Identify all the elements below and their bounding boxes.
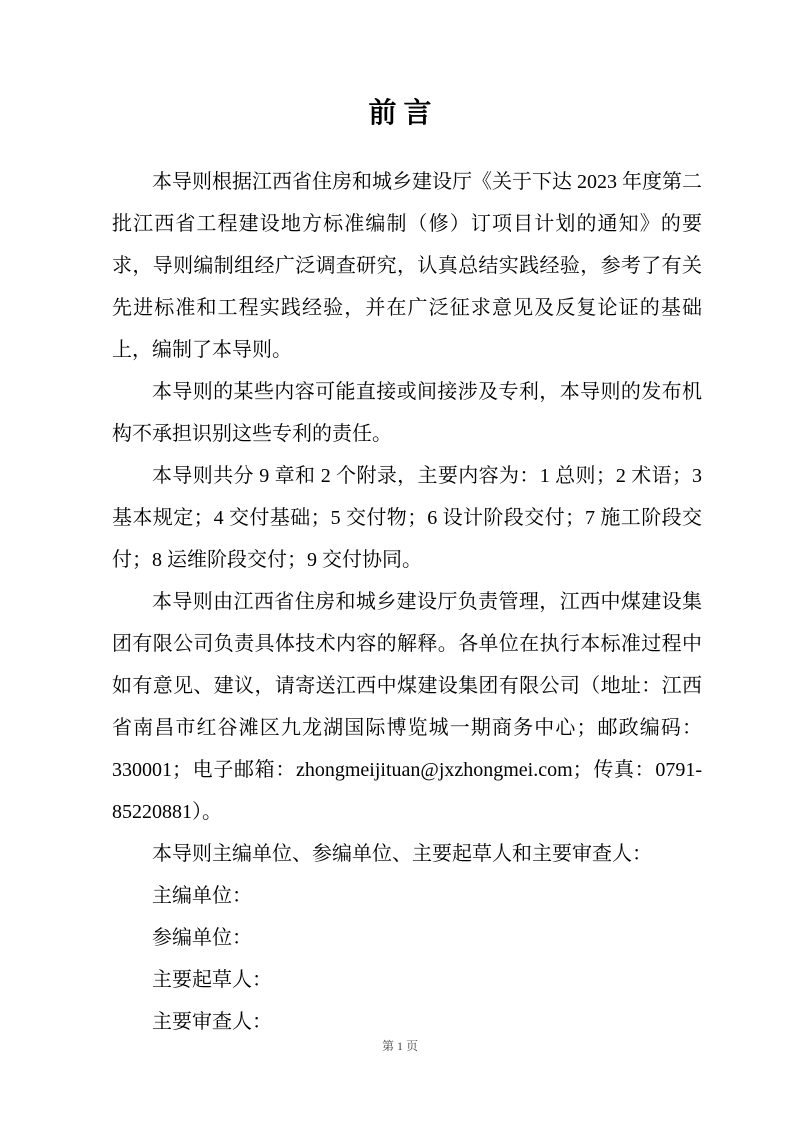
credit-line-main-drafters: 主要起草人： bbox=[152, 969, 272, 991]
credit-line-main-reviewers: 主要审查人： bbox=[152, 1011, 272, 1033]
page-footer bbox=[0, 1038, 800, 1054]
document-body bbox=[112, 161, 702, 1043]
credit-line-participating-unit: 参编单位： bbox=[152, 927, 252, 949]
page-number: 第 1 页 bbox=[381, 1039, 418, 1053]
paragraph-patent-notice: 本导则的某些内容可能直接或间接涉及专利，本导则的发布机构不承担识别这些专利的责任。 bbox=[112, 381, 702, 445]
paragraph-credits-intro: 本导则主编单位、参编单位、主要起草人和主要审查人： bbox=[152, 843, 652, 865]
paragraph-contents-overview: 本导则共分 9 章和 2 个附录，主要内容为：1 总则；2 术语；3 基本规定；4 交付基础；5 交付物；6 设计阶段交付；7 施工阶段交付；8 运维阶段交付；9 交付协同。 bbox=[112, 465, 702, 571]
paragraph-intro: 本导则根据江西省住房和城乡建设厅《关于下达 2023 年度第二批江西省工程建设地方标准编制（修）订项目计划的通知》的要求，导则编制组经广泛调查研究，认真总结实践经验，参考了有关先进标准和工程实践经验，并在广泛征求意见及反复论证的基础上，编制了本导则。 bbox=[112, 171, 702, 361]
credit-line-chief-editor-unit: 主编单位： bbox=[152, 885, 252, 907]
page-title: 前言 bbox=[368, 98, 439, 129]
paragraph-management-contact: 本导则由江西省住房和城乡建设厅负责管理，江西中煤建设集团有限公司负责具体技术内容的解释。各单位在执行本标准过程中如有意见、建议，请寄送江西中煤建设集团有限公司（地址：江西省南昌市红谷滩区九龙湖国际博览城一期商务中心；邮政编码：330001；电子邮箱：zhongmeijituan@jxzhongmei.com；传真：0791-85220881）。 bbox=[112, 591, 702, 823]
